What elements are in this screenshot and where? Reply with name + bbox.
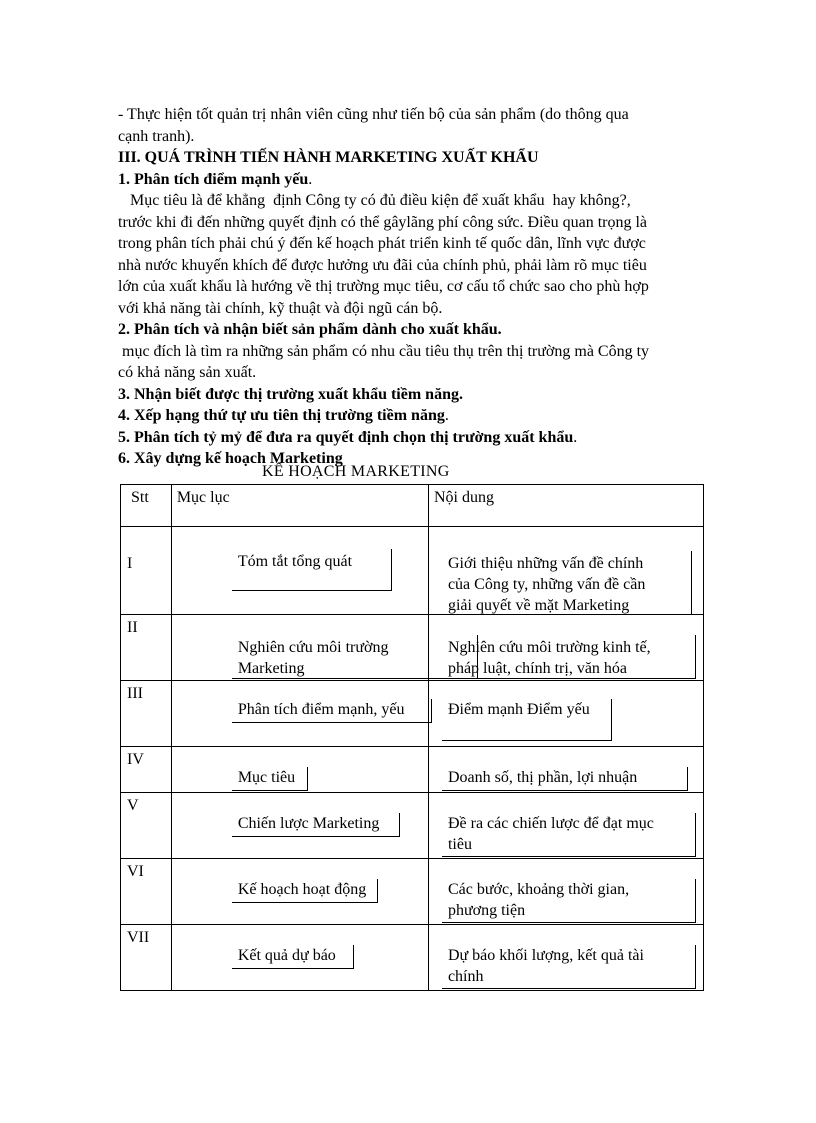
- muc-luc-cell: [171, 747, 428, 793]
- stt-cell: VII: [121, 925, 172, 991]
- text-box: Tóm tắt tổng quát: [232, 549, 392, 591]
- table-row: [121, 793, 704, 859]
- paragraph-line: có khả năng sản xuất.: [118, 364, 257, 381]
- step-heading: 6. Xây dựng kế hoạch Marketing: [118, 450, 343, 467]
- muc-luc-cell: [171, 793, 428, 859]
- paragraph-line: với khả năng tài chính, kỹ thuật và đội ngũ cán bộ.: [118, 299, 443, 317]
- paragraph-line: trước khi đi đến những quyết định có thể gâylãng phí công sức. Điều quan trọng là: [118, 213, 648, 231]
- intro-line: cạnh tranh).: [118, 127, 195, 145]
- noi-dung-cell: [428, 615, 703, 681]
- stt-cell: II: [121, 615, 172, 681]
- step-heading: 3. Nhận biết được thị trường xuất khẩu tiềm năng.: [118, 385, 463, 403]
- noi-dung-cell: [428, 793, 703, 859]
- stt-cell: VI: [121, 859, 172, 925]
- text-box: Phân tích điểm mạnh, yếu: [232, 699, 432, 723]
- marketing-plan-table: [120, 484, 704, 991]
- text-box: Đề ra các chiến lược để đạt mục tiêu: [442, 813, 696, 857]
- text-box: Dự báo khối lượng, kết quả tài chính: [442, 945, 696, 989]
- step-heading: 1. Phân tích điểm mạnh yếu.: [118, 170, 313, 188]
- body-text: [118, 104, 708, 470]
- muc-luc-cell: [171, 681, 428, 747]
- step-heading: 4. Xếp hạng thứ tự ưu tiên thị trường tiềm năng.: [118, 407, 449, 424]
- noi-dung-cell: [428, 681, 703, 747]
- text-box: Doanh số, thị phần, lợi nhuận: [442, 767, 688, 791]
- noi-dung-cell: [428, 747, 703, 793]
- muc-luc-cell: [171, 925, 428, 991]
- section-heading: III. QUÁ TRÌNH TIẾN HÀNH MARKETING XUẤT KHẨU: [118, 149, 539, 166]
- text-box: Mục tiêu: [232, 767, 308, 791]
- table-row: [121, 615, 704, 681]
- text-box: Nghiên cứu môi trường kinh tế, pháp luật, chính trị, văn hóa: [442, 635, 696, 679]
- text-box: Các bước, khoảng thời gian, phương tiện: [442, 879, 696, 923]
- header-cell: Nội dung: [428, 485, 703, 527]
- paragraph-line: nhà nước khuyến khích để được hưởng ưu đãi của chính phủ, phải làm rõ mục tiêu: [118, 256, 647, 274]
- stt-cell: V: [121, 793, 172, 859]
- text-box: Kế hoạch hoạt động: [232, 879, 378, 903]
- step-heading: 5. Phân tích tỷ mỷ để đưa ra quyết định chọn thị trường xuất khẩu.: [118, 428, 578, 446]
- text-box: Giới thiệu những vấn đề chính của Công ty, những vấn đề cần giải quyết về mặt Marketing: [442, 551, 692, 615]
- text-box: Điểm mạnh Điểm yếu: [442, 699, 612, 741]
- stt-cell: I: [121, 527, 172, 615]
- table-row: [121, 925, 704, 991]
- table-row: [121, 681, 704, 747]
- table-row: [121, 859, 704, 925]
- intro-line: - Thực hiện tốt quản trị nhân viên cũng như tiến bộ của sản phẩm (do thông qua: [118, 106, 629, 123]
- muc-luc-cell: [171, 615, 428, 681]
- table-row: [121, 527, 704, 615]
- text-box: Kết quả dự báo: [232, 945, 354, 969]
- table-title: KẾ HOẠCH MARKETING: [262, 463, 450, 480]
- text-box: Chiến lược Marketing: [232, 813, 400, 837]
- step-heading: 2. Phân tích và nhận biết sản phẩm dành cho xuất khẩu.: [118, 321, 502, 338]
- muc-luc-cell: [171, 859, 428, 925]
- noi-dung-cell: [428, 859, 703, 925]
- paragraph-line: trong phân tích phải chú ý đến kế hoạch phát triển kinh tế quốc dân, lĩnh vực được: [118, 235, 646, 252]
- stt-cell: III: [121, 681, 172, 747]
- text-box: Nghiên cứu môi trường Marketing: [232, 635, 478, 679]
- paragraph-line: lớn của xuất khẩu là hướng về thị trường mục tiêu, cơ cấu tổ chức sao cho phù hợp: [118, 278, 649, 295]
- header-cell: Stt: [121, 485, 172, 527]
- paragraph-line: Mục tiêu là để khẳng định Công ty có đủ điều kiện để xuất khẩu hay không?,: [118, 192, 631, 209]
- muc-luc-cell: [171, 527, 428, 615]
- table-row: [121, 747, 704, 793]
- header-cell: Mục lục: [171, 485, 428, 527]
- noi-dung-cell: [428, 925, 703, 991]
- table-header-row: [121, 485, 704, 527]
- paragraph-line: mục đích là tìm ra những sản phẩm có nhu cầu tiêu thụ trên thị trường mà Công ty: [118, 342, 650, 360]
- noi-dung-cell: [428, 527, 703, 615]
- stt-cell: IV: [121, 747, 172, 793]
